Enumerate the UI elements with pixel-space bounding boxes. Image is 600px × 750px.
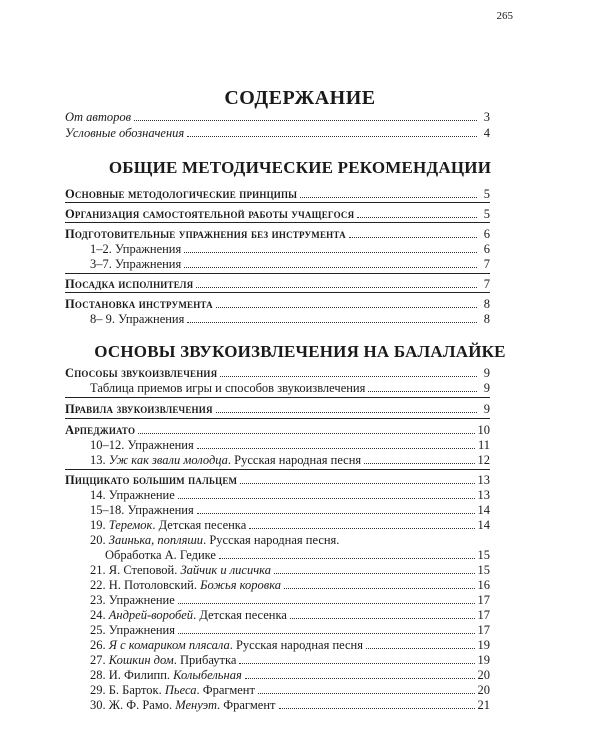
toc-subentry[interactable] (90, 577, 490, 593)
toc-entry-page: 9 (483, 402, 490, 416)
toc-entry-label: От авторов (65, 110, 132, 124)
toc-entry-label: 25. Упражнения (90, 623, 175, 637)
dot-leader (249, 528, 474, 529)
dot-leader (216, 307, 477, 308)
dot-leader (134, 120, 477, 121)
toc-entry-label: 23. Упражнение (90, 593, 175, 607)
dot-leader (184, 252, 477, 253)
dot-leader (364, 463, 474, 464)
toc-entry-label: 26. Я с комариком плясала. Русская народная песня (90, 638, 363, 652)
toc-subentry[interactable] (90, 502, 490, 518)
dot-leader (138, 433, 474, 434)
toc-entry-label: 1–2. Упражнения (90, 242, 182, 256)
toc-entry[interactable] (65, 206, 490, 222)
toc-entry[interactable] (65, 186, 490, 202)
toc-entry-label: Посадка исполнителя (65, 277, 194, 291)
section-heading-general: ОБЩИЕ МЕТОДИЧЕСКИЕ РЕКОМЕНДАЦИИ (108, 158, 492, 177)
toc-entry-page: 5 (483, 187, 490, 201)
toc-entry-label: 24. Андрей-воробей. Детская песенка (90, 608, 287, 622)
toc-subentry[interactable] (90, 562, 490, 578)
toc-entry-page: 3 (483, 110, 490, 124)
toc-entry-label: 22. Н. Потоловский. Божья коровка (90, 578, 281, 592)
dot-leader (349, 237, 477, 238)
toc-entry-page: 12 (477, 453, 490, 467)
toc-entry-label: Организация самостоятельной работы учащегося (65, 207, 355, 221)
toc-subentry[interactable] (90, 622, 490, 638)
toc-entry-label: Обработка А. Гедике (105, 548, 216, 562)
divider (65, 222, 490, 223)
toc-entry-page: 7 (483, 277, 490, 291)
dot-leader (197, 513, 475, 514)
toc-entry-label: 29. Б. Барток. Пьеса. Фрагмент (90, 683, 255, 697)
toc-entry-page: 9 (483, 381, 490, 395)
toc-subentry[interactable] (90, 592, 490, 608)
dot-leader (274, 573, 475, 574)
toc-subentry[interactable] (90, 532, 490, 548)
page-title: СОДЕРЖАНИЕ (224, 87, 376, 109)
toc-entry-label: 28. И. Филипп. Колыбельная (90, 668, 242, 682)
toc-entry-page: 20 (477, 668, 490, 682)
dot-leader (239, 663, 474, 664)
toc-subentry[interactable] (90, 637, 490, 653)
toc-entry-label: 20. Заинька, попляши. Русская народная песня. (90, 533, 340, 547)
toc-entry-page: 17 (477, 623, 490, 637)
toc-subentry[interactable] (90, 517, 490, 533)
toc-entry-label: Подготовительные упражнения без инструмента (65, 227, 346, 241)
dot-leader (216, 412, 477, 413)
divider (65, 292, 490, 293)
toc-entry[interactable] (65, 296, 490, 312)
toc-entry-from-authors[interactable] (65, 109, 490, 125)
toc-entry-label: 27. Кошкин дом. Прибаутка (90, 653, 237, 667)
toc-entry-page: 9 (483, 366, 490, 380)
dot-leader (366, 648, 475, 649)
toc-entry-page: 13 (477, 488, 490, 502)
toc-entry-page: 19 (477, 653, 490, 667)
divider (65, 273, 490, 274)
toc-entry-label: 15–18. Упражнения (90, 503, 194, 517)
dot-leader (187, 322, 477, 323)
toc-entry-label: 14. Упражнение (90, 488, 175, 502)
toc-entry-label: Пиццикато большим пальцем (65, 473, 238, 487)
dot-leader (279, 708, 475, 709)
dot-leader (178, 633, 475, 634)
toc-entry[interactable] (65, 401, 490, 417)
dot-leader (300, 197, 477, 198)
dot-leader (290, 618, 475, 619)
toc-subentry[interactable] (90, 697, 490, 713)
toc-subentry[interactable] (90, 487, 490, 503)
toc-entry[interactable] (65, 365, 490, 381)
dot-leader (240, 483, 474, 484)
toc-entry-label: 19. Теремок. Детская песенка (90, 518, 247, 532)
toc-entry-label: Способы звукоизвлечения (65, 366, 218, 380)
dot-leader (284, 588, 475, 589)
toc-entry-page: 6 (483, 242, 490, 256)
toc-entry-label: Постановка инструмента (65, 297, 213, 311)
toc-subentry[interactable] (90, 682, 490, 698)
toc-subentry[interactable] (90, 452, 490, 468)
toc-entry-page: 20 (477, 683, 490, 697)
dot-leader (219, 558, 475, 559)
toc-entry-label: 8– 9. Упражнения (90, 312, 185, 326)
divider (65, 202, 490, 203)
toc-subentry[interactable] (90, 667, 490, 683)
dot-leader (245, 678, 475, 679)
dot-leader (258, 693, 475, 694)
toc-entry-label: Правила звукоизвлечения (65, 402, 213, 416)
toc-entry-page: 16 (477, 578, 490, 592)
toc-entry-label: 10–12. Упражнения (90, 438, 194, 452)
toc-entry[interactable] (65, 226, 490, 242)
toc-entry-page: 5 (483, 207, 490, 221)
toc-entry-page: 17 (477, 593, 490, 607)
toc-subentry[interactable] (90, 380, 490, 396)
toc-entry-page: 13 (477, 473, 490, 487)
toc-entry-page: 8 (483, 312, 490, 326)
dot-leader (357, 217, 477, 218)
toc-entry-page: 8 (483, 297, 490, 311)
toc-entry-page: 4 (483, 126, 490, 140)
toc-entry-page: 7 (483, 257, 490, 271)
toc-entry-page: 6 (483, 227, 490, 241)
toc-entry-label: Условные обозначения (65, 126, 185, 140)
toc-entry-label: 21. Я. Степовой. Зайчик и лисичка (90, 563, 271, 577)
dot-leader (197, 448, 475, 449)
dot-leader (178, 498, 475, 499)
toc-entry-page: 15 (477, 563, 490, 577)
toc-entry-page: 11 (477, 438, 490, 452)
toc-entry-page: 10 (477, 423, 490, 437)
dot-leader (368, 391, 477, 392)
dot-leader (220, 376, 477, 377)
dot-leader (187, 136, 477, 137)
toc-subentry[interactable] (90, 437, 490, 453)
toc-subentry[interactable] (90, 607, 490, 623)
toc-subentry-continuation[interactable] (105, 547, 490, 563)
toc-subentry[interactable] (90, 652, 490, 668)
toc-entry[interactable] (65, 422, 490, 438)
toc-entry-page: 19 (477, 638, 490, 652)
toc-entry[interactable] (65, 276, 490, 292)
toc-entry-label: 30. Ж. Ф. Рамо. Менуэт. Фрагмент (90, 698, 276, 712)
toc-entry-symbols[interactable] (65, 125, 490, 141)
toc-entry[interactable] (65, 472, 490, 488)
toc-entry-page: 14 (477, 518, 490, 532)
dot-leader (196, 287, 477, 288)
toc-entry-label: 13. Уж как звали молодца. Русская народная песня (90, 453, 362, 467)
toc-entry-page: 17 (477, 608, 490, 622)
divider (65, 418, 490, 419)
section-heading-sound: ОСНОВЫ ЗВУКОИЗВЛЕЧЕНИЯ НА БАЛАЛАЙКЕ (94, 342, 506, 361)
toc-entry-page: 14 (477, 503, 490, 517)
toc-entry-page: 15 (477, 548, 490, 562)
dot-leader (178, 603, 475, 604)
toc-subentry[interactable] (90, 241, 490, 257)
toc-subentry[interactable] (90, 311, 490, 327)
divider (65, 397, 490, 398)
toc-entry-label: Арпеджиато (65, 423, 136, 437)
toc-entry-page: 21 (477, 698, 490, 712)
dot-leader (184, 267, 477, 268)
toc-entry-label: Основные методологические принципы (65, 187, 298, 201)
toc-entry-label: 3–7. Упражнения (90, 257, 182, 271)
toc-entry-label: Таблица приемов игры и способов звукоизвлечения (90, 381, 366, 395)
divider (65, 469, 490, 470)
page-number: 265 (496, 10, 513, 22)
toc-subentry[interactable] (90, 256, 490, 272)
